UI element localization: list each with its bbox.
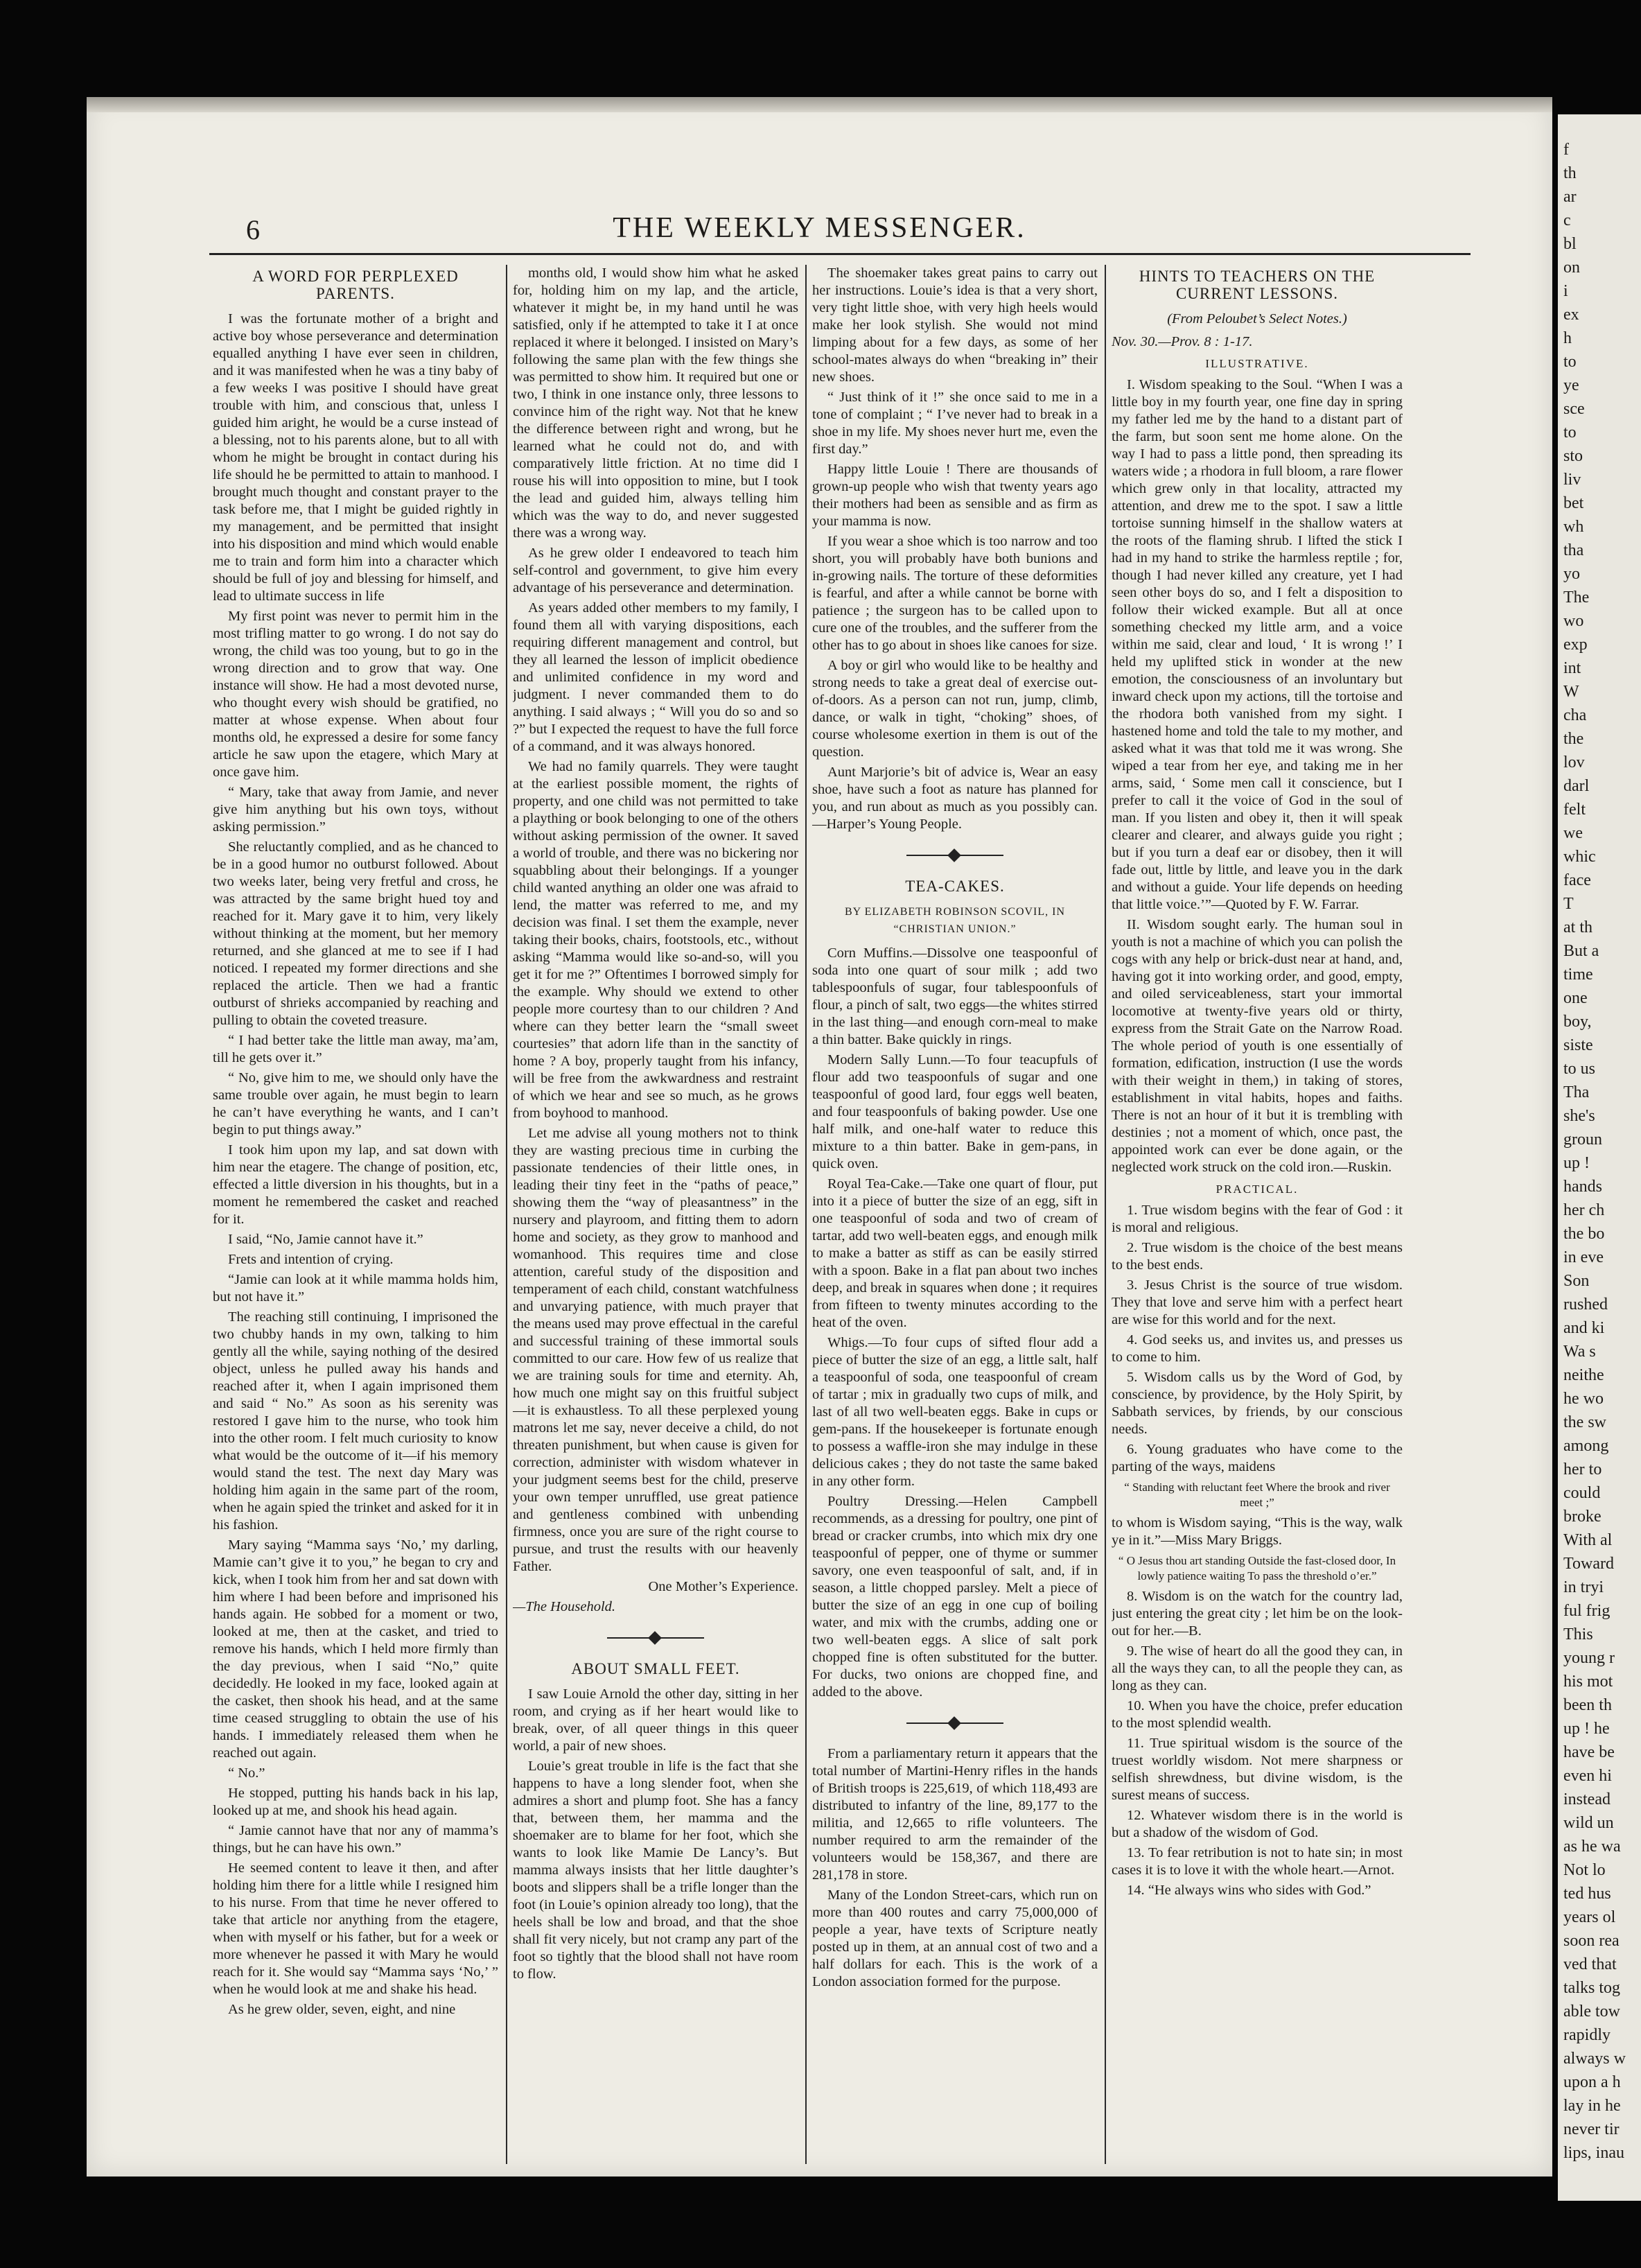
text-fragment: able tow bbox=[1563, 2003, 1620, 2021]
text-fragment: darl bbox=[1563, 777, 1590, 795]
column-rule bbox=[1105, 265, 1106, 2164]
paragraph: A boy or girl who would like to be healthy and strong needs to take a great deal of exercise out-of-doors. As a person can not run, jump, climb, dance, or walk in tight, “choking” shoes, of course wholesome exertion in them is out of the question. bbox=[812, 658, 1098, 760]
text-fragment: yo bbox=[1563, 565, 1580, 583]
text-fragment: as he wa bbox=[1563, 1838, 1621, 1856]
paragraph: “ No.” bbox=[228, 1765, 265, 1781]
text-fragment: The bbox=[1563, 588, 1590, 607]
text-fragment: time bbox=[1563, 966, 1593, 984]
lesson-date: Nov. 30.—Prov. 8 : 1-17. bbox=[1112, 334, 1253, 349]
column-rule bbox=[805, 265, 807, 2164]
recipe-paragraph: Modern Sally Lunn.—To four teacupfuls of flour add two teaspoonfuls of sugar and one teaspoonful of good lard, four eggs well beaten, and four teaspoonfuls of baking powder. Use one half milk, and one-half water to reduce this mixture to a thin batter. Bake in gem-pans, in quick oven. bbox=[812, 1052, 1098, 1171]
text-fragment: ted hus bbox=[1563, 1885, 1611, 1903]
scan-background bbox=[0, 0, 87, 2268]
adjacent-page-text bbox=[1558, 114, 1641, 2165]
text-fragment: wild un bbox=[1563, 1814, 1614, 1832]
text-fragment: in eve bbox=[1563, 1248, 1604, 1266]
article-signature: One Mother’s Experience. bbox=[648, 1579, 798, 1594]
news-notes bbox=[812, 1745, 1098, 1991]
text-fragment: f bbox=[1563, 141, 1569, 159]
text-fragment: ye bbox=[1563, 376, 1579, 394]
list-paragraph: 9. The wise of heart do all the good they can, in all the ways they can, to all the people they can, as long as they can. bbox=[1112, 1643, 1403, 1693]
article-source: (From Peloubet’s Select Notes.) bbox=[1167, 311, 1347, 326]
text-fragment: even hi bbox=[1563, 1767, 1612, 1785]
paragraph: Aunt Marjorie’s bit of advice is, Wear an easy shoe, have such a foot as nature has planned for you, and run about as much as you possibly can.—Harper’s Young People. bbox=[812, 765, 1098, 832]
text-fragment: ved that bbox=[1563, 1955, 1617, 1973]
text-fragment: to us bbox=[1563, 1060, 1596, 1078]
paragraph: Mary saying “Mamma says ‘No,’ my darling, Mamie can’t give it to you,” he began to cry and kick, when I took him from her and sat down with him where I had been before and imprisoned his hands again. He sobbed for a moment or two, looked at me, then at the casket, and tried to remove his hands, which I held more firmly than the day previous, when I said “No,” quite decidedly. He looked in my face, looked again at the casket, then shook his head, and at the same time ceased struggling to obtain the use of his hands. I immediately released them when he reached out again. bbox=[213, 1537, 498, 1761]
text-fragment: whic bbox=[1563, 848, 1596, 866]
column-1 bbox=[213, 265, 498, 2171]
text-fragment: never tir bbox=[1563, 2120, 1620, 2138]
verse-quote: “ O Jesus thou art standing Outside the fast-closed door, In lowly patience waiting To pass the threshold o’er.” bbox=[1118, 1554, 1396, 1582]
text-fragment: the sw bbox=[1563, 1413, 1606, 1431]
text-fragment: and ki bbox=[1563, 1319, 1605, 1337]
text-fragment: up ! he bbox=[1563, 1720, 1610, 1738]
text-fragment: Toward bbox=[1563, 1555, 1614, 1573]
list-paragraph: 6. Young graduates who have come to the parting of the ways, maidens bbox=[1112, 1442, 1403, 1474]
verse-followup: to whom is Wisdom saying, “This is the way, walk ye in it.”—Miss Mary Briggs. bbox=[1112, 1515, 1403, 1548]
text-fragment: at th bbox=[1563, 918, 1592, 936]
paragraph: “ I had better take the little man away, ma’am, till he gets over it.” bbox=[213, 1033, 498, 1065]
news-paragraph: From a parliamentary return it appears that the total number of Martini-Henry rifles in the hands of British troops is 225,619, of which 118,493 are distributed to infantry of the line, 89,177 to the militia, and 12,665 to rifle volunteers. The number required to arm the remainder of the volunteers would be 158,367, and there are 281,178 in store. bbox=[812, 1746, 1098, 1883]
text-fragment: always w bbox=[1563, 2050, 1626, 2068]
article-title: ABOUT SMALL FEET. bbox=[571, 1660, 740, 1677]
text-fragment: ex bbox=[1563, 306, 1579, 324]
text-fragment: neithe bbox=[1563, 1366, 1604, 1384]
recipe-paragraph: Whigs.—To four cups of sifted flour add a piece of butter the size of an egg, a little salt, half a teaspoonful of soda, one teaspoonful of cream of tartar ; mix in gradually two cups of milk, and last of all two well-beaten eggs. Bake in cups or gem-pans. If the housekeeper is fortunate enough to possess a waffle-iron she may indulge in these delicious cakes ; they do not taste the same baked in any other form. bbox=[812, 1335, 1098, 1489]
paragraph: Happy little Louie ! There are thousands of grown-up people who wish that twenty years ago their mothers had been as sensible and as firm as your mamma is now. bbox=[812, 462, 1098, 529]
text-fragment: up ! bbox=[1563, 1154, 1590, 1172]
section-divider bbox=[906, 1716, 1003, 1730]
recipe-paragraph: Poultry Dressing.—Helen Campbell recommends, as a dressing for poultry, one pint of bread or cracker crumbs, into which mix dry one teaspoonful of pepper, one of thyme or summer savory, one even teaspoonful of salt, and, if in season, a little chopped parsley. Melt a piece of butter the size of an egg in one cup of boiling water, and mix with the crumbs, adding one or two well-beaten eggs. A slice of salt pork chopped fine is often substituted for the butter. For ducks, two onions are chopped fine, and added to the above. bbox=[812, 1494, 1098, 1700]
verse-quote: “ Standing with reluctant feet Where the brook and river meet ;” bbox=[1124, 1481, 1390, 1509]
paragraph: As years added other members to my family, I found them all with varying dispositions, each requiring different management and control, but they all learned the lesson of implicit obedience and unlimited confidence in my word and judgment. I never commanded them to do anything. I said always ; “ Will you do so and so ?” but I expected the request to have the full force of a command, and it was always honored. bbox=[513, 600, 798, 754]
text-fragment: her to bbox=[1563, 1460, 1602, 1478]
practical-notes bbox=[1112, 1202, 1403, 1476]
text-fragment: lov bbox=[1563, 753, 1585, 771]
section-divider bbox=[607, 1631, 704, 1645]
page-top-edge bbox=[87, 97, 1552, 112]
paragraph: As he grew older I endeavored to teach him self-control and government, to give him every advantage of his perseverance and determination. bbox=[513, 546, 798, 595]
section-heading: ILLUSTRATIVE. bbox=[1205, 357, 1309, 370]
text-fragment: face bbox=[1563, 871, 1591, 889]
column-2 bbox=[513, 265, 798, 2171]
paragraph: I was the fortunate mother of a bright and active boy whose perseverance and determination equalled anything I have ever seen in children, and it was manifested when he was a tiny baby of a few weeks I was positive I should have great trouble with him, and conscious that, unless I guided him aright, he would be a curse instead of a blessing, not to his parents alone, but to all with whom he might be brought in contact during his life should he be permitted to attain to manhood. I brought much thought and constant prayer to the task before me, that I might be guided rightly in my management, and be permitted that insight into his disposition and mind which would enable me to train and form him into a character which should be full of joy and blessing for himself, and lead to ultimate success in life bbox=[213, 311, 498, 604]
article-title: HINTS TO TEACHERS ON THE CURRENT LESSONS. bbox=[1139, 268, 1376, 302]
news-paragraph: Many of the London Street-cars, which run on more than 400 routes and carry 75,000,000 of people a year, have texts of Scripture neatly posted up in them, at an annual cost of two and a half dollars for each. This is the work of a London association formed for the purpose. bbox=[812, 1887, 1098, 1989]
column-4 bbox=[1112, 265, 1403, 2171]
list-paragraph: 1. True wisdom begins with the fear of God : it is moral and religious. bbox=[1112, 1203, 1403, 1235]
text-fragment: he wo bbox=[1563, 1390, 1604, 1408]
text-fragment: This bbox=[1563, 1625, 1593, 1643]
text-fragment: lips, inau bbox=[1563, 2144, 1624, 2162]
text-fragment: W bbox=[1563, 683, 1579, 701]
text-fragment: th bbox=[1563, 164, 1577, 182]
text-fragment: wh bbox=[1563, 518, 1584, 536]
column-3 bbox=[812, 265, 1098, 2171]
list-paragraph: 14. “He always wins who sides with God.” bbox=[1127, 1883, 1371, 1898]
paragraph: He stopped, putting his hands back in his lap, looked up at me, and shook his head again. bbox=[213, 1786, 498, 1818]
text-fragment: With al bbox=[1563, 1531, 1613, 1549]
paragraph: We had no family quarrels. They were taught at the earliest possible moment, the rights of property, and one child was not permitted to take a plaything or book belonging to one of the others without asking permission of the owner. It saved a world of trouble, and there was no bickering nor squabbling about their belongings. If a younger child wanted anything an older one was afraid to lend, the matter was referred to me, and my decision was final. I set them the example, never taking their books, chairs, footstools, etc., without asking “Mamma would like so-and-so, will you get it for me ?” Oftentimes I borrowed simply for the example. Why should we extend to other people more courtesy than to our children ? And where can they better learn the “small sweet courtesies” that adorn life than in the sanctity of home ? A boy, properly taught from his infancy, will be free from the awkwardness and restraint of which we hear and see so much, as he grows from boyhood to manhood. bbox=[513, 759, 798, 1121]
text-fragment: wo bbox=[1563, 612, 1584, 630]
text-fragment: broke bbox=[1563, 1508, 1601, 1526]
paragraph: I said, “No, Jamie cannot have it.” bbox=[228, 1232, 423, 1247]
text-fragment: groun bbox=[1563, 1131, 1602, 1149]
article-source: —The Household. bbox=[513, 1599, 616, 1614]
paragraph: The shoemaker takes great pains to carry out her instructions. Louie’s idea is that a very short, very tight little shoe, with very high heels would make her look stylish. She would not mind limping about for a few days, as some of her school-mates always do when “breaking in” their new shoes. bbox=[812, 265, 1098, 385]
paragraph: “Jamie can look at it while mamma holds him, but not have it.” bbox=[213, 1272, 498, 1305]
recipe-paragraph: Royal Tea-Cake.—Take one quart of flour, put into it a piece of butter the size of an egg, sift in one teaspoonful of soda and two of cream of tartar, add two well-beaten eggs, and enough milk to make a batter as stiff as can be easily stirred with a spoon. Bake in a flat pan about two inches deep, and break in squares when done ; it requires from fifteen to twenty minutes according to the heat of the oven. bbox=[812, 1176, 1098, 1330]
text-fragment: she's bbox=[1563, 1107, 1595, 1125]
article-body-continued bbox=[812, 265, 1098, 833]
article-body-continued bbox=[513, 265, 798, 1576]
list-paragraph: 13. To fear retribution is not to hate sin; in most cases it is to love it with the whole heart.—Arnot. bbox=[1112, 1845, 1403, 1878]
text-fragment: his mot bbox=[1563, 1673, 1613, 1691]
paragraph: Frets and intention of crying. bbox=[228, 1252, 394, 1267]
text-fragment: int bbox=[1563, 659, 1581, 677]
text-fragment: sce bbox=[1563, 400, 1585, 418]
text-fragment: sto bbox=[1563, 447, 1583, 465]
text-fragment: c bbox=[1563, 211, 1571, 229]
section-heading: PRACTICAL. bbox=[1216, 1183, 1299, 1196]
text-fragment: in tryi bbox=[1563, 1578, 1604, 1596]
text-fragment: i bbox=[1563, 282, 1568, 300]
paragraph: My first point was never to permit him in the most trifling matter to go wrong. I do not say do wrong, the child was too young, but to go in the wrong direction and to grow that way. One instance will show. He had a most devoted nurse, who thought every wish should be gratified, no matter at whose expense. When about four months old, he expressed a desire for some fancy article he saw upon the etagere, which Mary at once gave him. bbox=[213, 609, 498, 780]
paragraph: months old, I would show him what he asked for, holding him on my lap, and the article, whatever it might be, in my hand until he was satisfied, only if he attempted to take it I at once replaced it where it belonged. I insisted on Mary’s following the same plan with the few things she was permitted to show him. It required but one or two, I think in one instance only, three lessons to convince him of the right way. Not that he knew the difference between right and wrong, but he learned what he could not do, and with comparatively little friction. At no time did I rouse his will into opposition to mine, but I took the lead and guided him, always telling him which was the way to do, and never suggested there was a wrong way. bbox=[513, 265, 798, 541]
paragraph: Louie’s great trouble in life is the fact that she happens to have a long slender foot, when she admires a short and plump foot. She has a fancy that, between them, her mamma and the shoemaker are to blame for her foot, which she wants to look like Mamie De Lancy’s. But mamma always insists that her little daughter’s boots and slippers shall be a trifle longer than the foot (in Louie’s opinion already too long), that the heels shall be low and broad, and that the shoe shall fit very nicely, but not cramp any part of the foot so tightly that the blood shall not have room to flow. bbox=[513, 1759, 798, 1982]
recipe-list bbox=[812, 945, 1098, 1701]
paragraph: “ Just think of it !” she once said to me in a tone of complaint ; “ I’ve never had to break in a shoe in my life. My shoes never hurt me, even the first day.” bbox=[812, 390, 1098, 457]
text-fragment: bl bbox=[1563, 235, 1577, 253]
text-fragment: one bbox=[1563, 989, 1588, 1007]
list-paragraph: 5. Wisdom calls us by the Word of God, by conscience, by providence, by the Holy Spirit, by Sabbath services, by friends, by our conscious needs. bbox=[1112, 1370, 1403, 1437]
text-fragment: exp bbox=[1563, 636, 1588, 654]
masthead: THE WEEKLY MESSENGER. bbox=[613, 212, 1026, 244]
text-fragment: h bbox=[1563, 329, 1572, 347]
text-fragment: bet bbox=[1563, 494, 1584, 512]
text-fragment: could bbox=[1563, 1484, 1601, 1502]
text-fragment: the bbox=[1563, 730, 1584, 748]
paragraph: “ No, give him to me, we should only have the same trouble over again, he must begin to learn he can’t have everything he wants, and I can’t begin to put things away.” bbox=[213, 1070, 498, 1137]
text-fragment: tha bbox=[1563, 541, 1584, 559]
article-body bbox=[513, 1686, 798, 1983]
text-fragment: liv bbox=[1563, 471, 1581, 489]
section-divider bbox=[906, 848, 1003, 862]
text-fragment: have be bbox=[1563, 1743, 1615, 1761]
text-fragment bbox=[1563, 114, 1641, 138]
text-fragment: boy, bbox=[1563, 1013, 1592, 1031]
text-fragment: hands bbox=[1563, 1178, 1602, 1196]
text-fragment: instead bbox=[1563, 1790, 1611, 1808]
article-title: TEA-CAKES. bbox=[905, 878, 1005, 895]
paragraph: II. Wisdom sought early. The human soul in youth is not a machine of which you can polish the cogs with any help or brick-dust near at hand, and, having got it into working order, and good, empty, and oiled serviceableness, start your immortal locomotive at twenty-five years old or thirty, express from the Strait Gate on the Narrow Road. The whole period of youth is one essentially of formation, edification, instruction (I use the words with their weight in them,) in taking of stores, establishment in vital habits, hopes and faiths. There is not an hour of it but it is trembling with destinies ; not a moment of which, once past, the appointed work can ever be done again, or the neglected work struck on the cold iron.—Ruskin. bbox=[1112, 917, 1403, 1175]
text-fragment: among bbox=[1563, 1437, 1609, 1455]
text-fragment: the bo bbox=[1563, 1225, 1605, 1243]
paragraph: Let me advise all young mothers not to think they are wasting precious time in curbing the passionate tendencies of their little ones, in leading their tiny feet in the “paths of peace,” showing them the “way of pleasantness” in the nursery and playroom, and fitting them to adorn home and society, as they grow to manhood and womanhood. This requires time and close attention, careful study of the disposition and temperament of each child, constant watchfulness and unvarying patience, with much prayer that the means used may prove effectual in the careful and successful training of these immortal souls committed to our care. How few of us realize that we are training souls for time and eternity. Ah, how much one might say on this fruitful subject—it is exhaustless. To all these perplexed young matrons let me say, never deceive a child, do not threaten punishment, but when cause is given for correction, administer with wisdom whatever in your judgment seems best for the child, preserve your own temper unruffled, use great patience and gentleness combined with unbending firmness, once you are sure of the right course to pursue, and trust the results with our heavenly Father. bbox=[513, 1126, 798, 1574]
list-paragraph: 2. True wisdom is the choice of the best means to the best ends. bbox=[1112, 1240, 1403, 1273]
text-fragment: on bbox=[1563, 259, 1580, 277]
text-fragment: siste bbox=[1563, 1036, 1593, 1054]
paragraph: She reluctantly complied, and as he chanced to be in a good humor no outburst followed. About two weeks later, being very fretful and cross, he was attracted by the same bright hued toy and reached for it. Mary gave it to him, very likely without thinking at the moment, but her memory returned, and she glanced at me to see if I had noticed. I repeated my former directions and she replaced the article. Then we had a frantic outburst of shrieks accompanied by reaching and pulling to obtain the coveted treasure. bbox=[213, 839, 498, 1028]
text-fragment: rushed bbox=[1563, 1296, 1608, 1314]
text-fragment: cha bbox=[1563, 706, 1587, 724]
text-fragment: lay in he bbox=[1563, 2097, 1621, 2115]
list-paragraph: 8. Wisdom is on the watch for the country lad, just entering the great city ; let him be on the look-out for her.—B. bbox=[1112, 1589, 1403, 1639]
list-paragraph: 3. Jesus Christ is the source of true wisdom. They that love and serve him with a perfect heart are wise for this world and for the next. bbox=[1112, 1277, 1403, 1327]
article-title: A WORD FOR PERPLEXED PARENTS. bbox=[252, 268, 459, 302]
text-fragment: Not lo bbox=[1563, 1861, 1606, 1879]
column-rule bbox=[506, 265, 507, 2164]
text-fragment: years ol bbox=[1563, 1908, 1616, 1926]
header-rule bbox=[209, 253, 1471, 255]
text-fragment: Tha bbox=[1563, 1083, 1590, 1101]
article-byline: BY ELIZABETH ROBINSON SCOVIL, IN “CHRISTIAN UNION.” bbox=[844, 906, 1066, 935]
paragraph: As he grew older, seven, eight, and nine bbox=[228, 2002, 456, 2017]
text-fragment: ful frig bbox=[1563, 1602, 1611, 1620]
adjacent-page-fragment bbox=[1558, 114, 1641, 2201]
paragraph: I took him upon my lap, and sat down with him near the etagere. The change of position, etc, effected a little diversion in his thoughts, but in a moment he remembered the casket and reached for it. bbox=[213, 1142, 498, 1227]
paragraph: I saw Louie Arnold the other day, sitting in her room, and crying as if her heart would like to break, over, of all queer things in this queer world, a pair of new shoes. bbox=[513, 1686, 798, 1754]
text-fragment: talks tog bbox=[1563, 1979, 1620, 1997]
text-fragment: soon rea bbox=[1563, 1932, 1620, 1950]
text-fragment: to bbox=[1563, 353, 1577, 371]
text-fragment: upon a h bbox=[1563, 2073, 1621, 2091]
text-fragment: T bbox=[1563, 895, 1574, 913]
illustrative-notes bbox=[1112, 376, 1403, 1176]
list-paragraph: 12. Whatever wisdom there is in the world is but a shadow of the wisdom of God. bbox=[1112, 1808, 1403, 1840]
text-fragment: her ch bbox=[1563, 1201, 1605, 1219]
paragraph: I. Wisdom speaking to the Soul. “When I was a little boy in my fourth year, one fine day in spring my father led me by the hand to a distant part of the farm, but soon sent me home alone. On the way I had to pass a little pond, then spreading its waters wide ; a rhodora in full bloom, a rare flower which grew only in that locality, attracted my attention, and drew me to the spot. I saw a little tortoise sunning himself in the shallow waters at the roots of the flaming shrub. I lifted the stick I had in my hand to strike the harmless reptile ; for, though I had never killed any creature, yet I had seen other boys do so, and I felt a disposition to follow their wicked example. But all at once something checked my little arm, and a voice within me said, clear and loud, ‘ It is wrong !’ I held my uplifted stick in wonder at the new emotion, the consciousness of an involuntary but inward check upon my actions, till the tortoise and the rhodora both vanished from my sight. I hastened home and told the tale to my mother, and asked what it was that told me it was wrong. She wiped a tear from her eye, and taking me in her arms, said, ‘ Some men call it conscience, but I prefer to call it the voice of God in the soul of man. If you listen and obey it, then it will speak clearer and clearer, and always guide you right ; but if you turn a deaf ear or disobey, then it will fade out, little by little, and leave you in the dark and without a guide. Your life depends on heeding that little voice.’”—Quoted by F. W. Farrar. bbox=[1112, 377, 1403, 912]
page-header bbox=[87, 208, 1552, 250]
paragraph: “ Jamie cannot have that nor any of mamma’s things, but he can have his own.” bbox=[213, 1823, 498, 1856]
paragraph: “ Mary, take that away from Jamie, and never give him anything but his own toys, without asking permission.” bbox=[213, 785, 498, 835]
text-fragment: been th bbox=[1563, 1696, 1612, 1714]
text-fragment: felt bbox=[1563, 801, 1586, 819]
text-fragment: Son bbox=[1563, 1272, 1590, 1290]
text-fragment: young r bbox=[1563, 1649, 1615, 1667]
text-fragment: rapidly bbox=[1563, 2026, 1611, 2044]
text-fragment: But a bbox=[1563, 942, 1599, 960]
page-number: 6 bbox=[246, 214, 260, 245]
paragraph: If you wear a shoe which is too narrow and too short, you will probably have both bunions and in-growing nails. The torture of these deformities is fearful, and after a while cannot be borne with patience ; the surgeon has to be called upon to cure one of the troubles, and the sufferer from the other has to go about in shoes like canoes for size. bbox=[812, 534, 1098, 653]
practical-notes-continued bbox=[1112, 1588, 1403, 1899]
list-paragraph: 11. True spiritual wisdom is the source of the truest worldly wisdom. Not mere sharpness or selfish shrewdness, but divine wisdom, is the surest means of success. bbox=[1112, 1736, 1403, 1803]
text-fragment: ar bbox=[1563, 188, 1577, 206]
text-fragment: to bbox=[1563, 424, 1577, 442]
list-paragraph: 4. God seeks us, and invites us, and presses us to come to him. bbox=[1112, 1332, 1403, 1365]
text-fragment: Wa s bbox=[1563, 1343, 1596, 1361]
list-paragraph: 10. When you have the choice, prefer education to the most splendid wealth. bbox=[1112, 1698, 1403, 1731]
paragraph: The reaching still continuing, I imprisoned the two chubby hands in my own, talking to him gently all the while, saying nothing of the desired object, unless he pulled away his hands and reached after it, when I again imprisoned them and said “ No.” As soon as his serenity was restored I gave him to the nurse, who took him into the other room. I felt much curiosity to know what would be the outcome of it—if his memory would stand the test. The next day Mary was holding him again in the same part of the room, when he again spied the trinket and asked for it in his fashion. bbox=[213, 1309, 498, 1533]
paragraph: He seemed content to leave it then, and after holding him there for a little while I resigned him to his nurse. From that time he never offered to take that article nor anything from the etagere, when with myself or his father, but for a week or more whenever he passed it with Mary he would reach for it. She would say “Mamma says ‘No,’ ” when he would look at me and shake his head. bbox=[213, 1860, 498, 1997]
article-body bbox=[213, 311, 498, 2018]
recipe-paragraph: Corn Muffins.—Dissolve one teaspoonful of soda into one quart of sour milk ; add two tablespoonfuls of sugar, four tablespoonfuls of flour, a pinch of salt, two eggs—the whites stirred in the last thing—and enough corn-meal to make a thin batter. Bake quickly in rings. bbox=[812, 945, 1098, 1047]
text-fragment: we bbox=[1563, 824, 1583, 842]
